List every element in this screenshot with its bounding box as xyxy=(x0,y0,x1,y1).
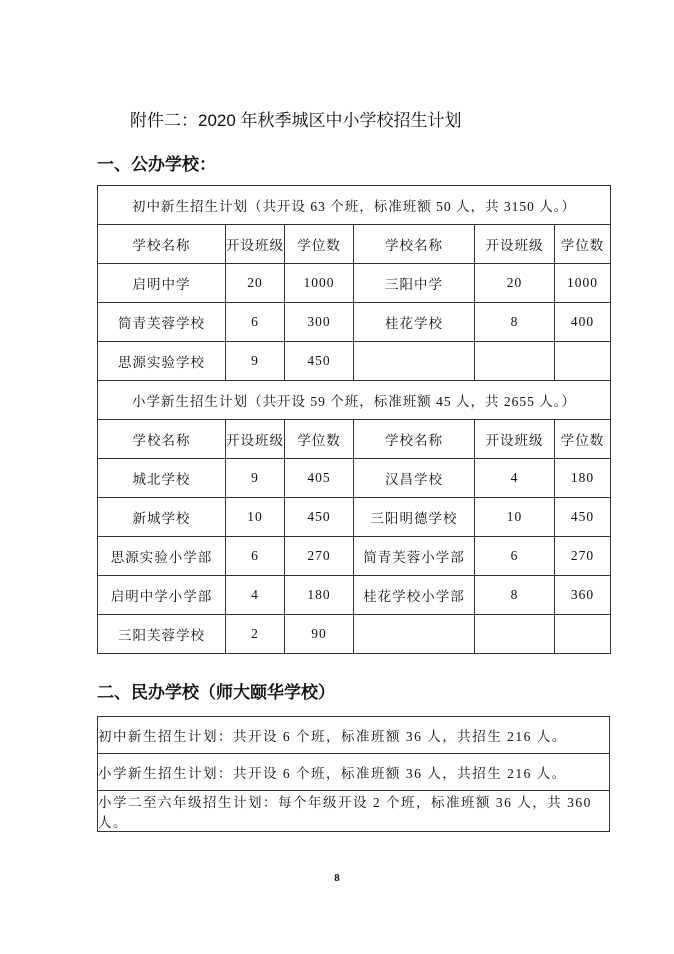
table-cell: 开设班级 xyxy=(475,420,555,459)
document-title: 附件二：2020 年秋季城区中小学校招生计划 xyxy=(130,111,462,130)
table-cell: 学位数 xyxy=(555,420,611,459)
table-cell: 桂花学校 xyxy=(354,303,475,342)
table-cell: 简青芙蓉学校 xyxy=(98,303,226,342)
table-cell: 开设班级 xyxy=(226,420,285,459)
table-row xyxy=(98,537,611,576)
table-cell: 6 xyxy=(226,303,285,342)
section-heading-public: 一、公办学校： xyxy=(97,155,216,174)
table-cell: 桂花学校小学部 xyxy=(354,576,475,615)
table-cell: 启明中学小学部 xyxy=(98,576,226,615)
plan-text: 小学新生招生计划：共开设 6 个班，标准班额 36 人，共招生 216 人。 xyxy=(98,754,610,791)
header-row xyxy=(98,225,611,264)
caption-row xyxy=(98,381,611,420)
table-cell xyxy=(555,342,611,381)
table-cell: 20 xyxy=(226,264,285,303)
section-heading-private: 二、民办学校（师大颐华学校） xyxy=(97,683,335,702)
table-cell xyxy=(475,342,555,381)
table-cell: 300 xyxy=(285,303,354,342)
table-cell: 90 xyxy=(285,615,354,654)
table-caption: 小学新生招生计划（共开设 59 个班，标准班额 45 人，共 2655 人。） xyxy=(98,381,611,420)
table-cell: 三阳中学 xyxy=(354,264,475,303)
table-cell: 10 xyxy=(226,498,285,537)
table-cell xyxy=(475,615,555,654)
public-schools-table xyxy=(97,185,611,654)
table-cell: 开设班级 xyxy=(475,225,555,264)
table-cell: 405 xyxy=(285,459,354,498)
table-row xyxy=(98,342,611,381)
table-row xyxy=(98,576,611,615)
private-school-table xyxy=(97,716,610,832)
table-cell xyxy=(555,615,611,654)
table-cell: 2 xyxy=(226,615,285,654)
table-row xyxy=(98,459,611,498)
table-cell: 180 xyxy=(555,459,611,498)
table-cell: 开设班级 xyxy=(226,225,285,264)
table-cell: 学校名称 xyxy=(98,225,226,264)
table-cell: 学校名称 xyxy=(354,225,475,264)
table-cell: 城北学校 xyxy=(98,459,226,498)
plan-text: 初中新生招生计划：共开设 6 个班，标准班额 36 人，共招生 216 人。 xyxy=(98,717,610,754)
table-cell: 400 xyxy=(555,303,611,342)
plan-text: 小学二至六年级招生计划：每个年级开设 2 个班，标准班额 36 人，共 360 人。 xyxy=(98,791,610,832)
table-cell: 学位数 xyxy=(285,225,354,264)
table-cell: 450 xyxy=(285,498,354,537)
table-cell: 汉昌学校 xyxy=(354,459,475,498)
table-cell: 学位数 xyxy=(285,420,354,459)
table-row xyxy=(98,264,611,303)
table-cell: 360 xyxy=(555,576,611,615)
table-cell: 学位数 xyxy=(555,225,611,264)
table-cell: 270 xyxy=(555,537,611,576)
table-cell: 新城学校 xyxy=(98,498,226,537)
table-cell: 简青芙蓉小学部 xyxy=(354,537,475,576)
table-cell: 学校名称 xyxy=(98,420,226,459)
table-cell: 思源实验小学部 xyxy=(98,537,226,576)
table-cell xyxy=(354,342,475,381)
table-cell: 20 xyxy=(475,264,555,303)
table-cell: 6 xyxy=(475,537,555,576)
table-cell: 三阳明德学校 xyxy=(354,498,475,537)
table-cell: 1000 xyxy=(555,264,611,303)
caption-row xyxy=(98,186,611,225)
table-cell: 启明中学 xyxy=(98,264,226,303)
table-cell: 学校名称 xyxy=(354,420,475,459)
table-cell xyxy=(354,615,475,654)
table-row xyxy=(98,754,610,791)
table-cell: 8 xyxy=(475,303,555,342)
table-cell: 450 xyxy=(555,498,611,537)
table-cell: 9 xyxy=(226,342,285,381)
table-cell: 450 xyxy=(285,342,354,381)
table-row xyxy=(98,717,610,754)
table-cell: 1000 xyxy=(285,264,354,303)
table-row xyxy=(98,498,611,537)
header-row xyxy=(98,420,611,459)
table-cell: 4 xyxy=(226,576,285,615)
table-cell: 9 xyxy=(226,459,285,498)
table-cell: 180 xyxy=(285,576,354,615)
table-cell: 10 xyxy=(475,498,555,537)
page-number: 8 xyxy=(334,872,340,884)
table-cell: 4 xyxy=(475,459,555,498)
table-row xyxy=(98,303,611,342)
table-cell: 270 xyxy=(285,537,354,576)
table-cell: 6 xyxy=(226,537,285,576)
table-cell: 三阳芙蓉学校 xyxy=(98,615,226,654)
table-row xyxy=(98,615,611,654)
table-caption: 初中新生招生计划（共开设 63 个班，标准班额 50 人，共 3150 人。） xyxy=(98,186,611,225)
table-row xyxy=(98,791,610,832)
table-cell: 思源实验学校 xyxy=(98,342,226,381)
table-cell: 8 xyxy=(475,576,555,615)
